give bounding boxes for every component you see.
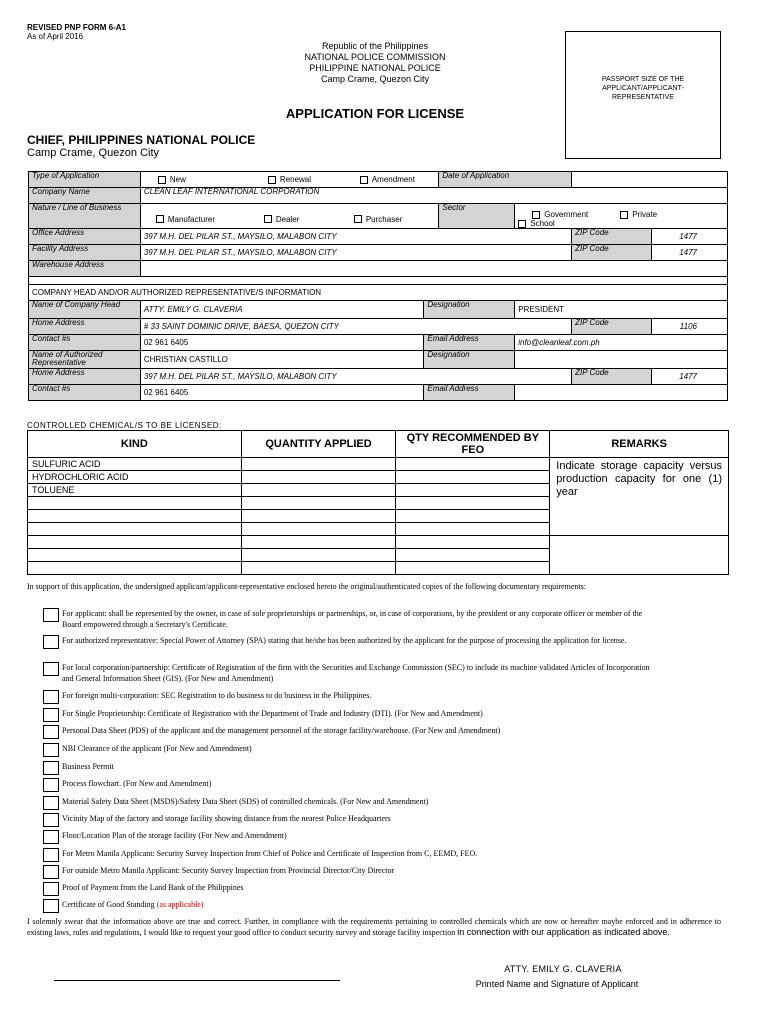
quantity-cell[interactable]: [241, 523, 396, 536]
designation-label: Designation: [424, 351, 515, 369]
head-home-field[interactable]: # 33 SAINT DOMINIC DRIVE, BAESA, QUEZON CITY: [140, 319, 571, 335]
quantity-cell[interactable]: [241, 562, 396, 575]
checkbox[interactable]: [43, 608, 59, 622]
quantity-cell[interactable]: [241, 497, 396, 510]
checkbox[interactable]: [354, 215, 362, 223]
form-code-block: [27, 23, 126, 41]
remarks-cell: Indicate storage capacity versus production capacity for one (1) year: [550, 458, 729, 536]
checkbox[interactable]: [158, 176, 166, 184]
checkbox[interactable]: [43, 761, 59, 775]
checkbox[interactable]: [532, 211, 540, 219]
requirement-text: Floor/Location Plan of the storage facility (For New and Amendment): [62, 831, 287, 840]
requirement-text: For applicant: shall be represented by the owner, in case of sole proprietorships or partnerships, or, in case of corporations, by the president or any corporate officer or member of the Board empowered through a Secretary's Certificate.: [62, 609, 643, 629]
agency-line: Republic of the Philippines: [321, 41, 429, 51]
col-remarks: REMARKS: [550, 431, 729, 458]
manufacturer-label: Manufacturer: [167, 214, 215, 224]
nature-label: Nature / Line of Business: [29, 204, 141, 229]
head-field[interactable]: ATTY. EMILY G. CLAVERIA: [140, 301, 424, 319]
sector-label: Sector: [439, 204, 515, 229]
requirement-text: For Single Proprietorship: Certificate of Registration with the Department of Trade and Industry (DTI). (For New and Amendment): [62, 709, 483, 718]
rep-contact-field[interactable]: 02 961 6405: [140, 385, 424, 401]
checkbox[interactable]: [268, 176, 276, 184]
rep-email-field[interactable]: [515, 385, 728, 401]
head-contact-field[interactable]: 02 961 6405: [140, 335, 424, 351]
oath-text-end: in connection with our application as indicated above.: [457, 927, 670, 937]
requirement-text: For Metro Manila Applicant: Security Survey Inspection from Chief of Police and Certificate of Inspection from C, EEMD, FEO.: [62, 849, 478, 858]
office-zip-field[interactable]: 1477: [651, 229, 727, 245]
oath-statement: [27, 916, 721, 938]
checkbox[interactable]: [43, 690, 59, 704]
checkbox[interactable]: [156, 215, 164, 223]
zip-label: ZIP Code: [572, 319, 652, 335]
head-label: Name of Company Head: [29, 301, 141, 319]
chemicals-table: [27, 430, 729, 575]
checkbox[interactable]: [43, 830, 59, 844]
requirements-intro: In support of this application, the undersigned applicant/applicant-representative enclosed hereto the original/authenticated copies of the following documentary requirements:: [27, 582, 586, 591]
quantity-cell[interactable]: [241, 536, 396, 549]
quantity-cell[interactable]: [241, 549, 396, 562]
chemical-kind[interactable]: HYDROCHLORIC ACID: [28, 471, 242, 484]
chemical-kind[interactable]: [28, 497, 242, 510]
checkbox[interactable]: [43, 708, 59, 722]
email-label: Email Address: [424, 385, 515, 401]
rep-designation-field[interactable]: [515, 351, 728, 369]
dealer-option[interactable]: [264, 215, 354, 224]
spacer-row: [29, 277, 728, 285]
oath-text: I solemnly swear that the information above are true and correct. Further, in compliance with the requirements pertaining to controlled chemicals which are now or hereafter maybe enforced and in adherence to existing laws, rules and regulations, I would like to request your good office to conduct security survey and storage facility inspection: [27, 917, 721, 937]
checkbox[interactable]: [620, 211, 628, 219]
checkbox[interactable]: [43, 813, 59, 827]
zip-label: ZIP Code: [572, 245, 652, 261]
checkbox[interactable]: [360, 176, 368, 184]
warehouse-field[interactable]: [140, 261, 727, 277]
company-label: Company Name: [29, 188, 141, 204]
head-designation-field[interactable]: PRESIDENT: [515, 301, 728, 319]
photo-text: PASSPORT SIZE OF THE APPLICANT/APPLICANT-REPRESENTATIVE: [601, 76, 685, 101]
checkbox[interactable]: [43, 848, 59, 862]
signer-name: ATTY. EMILY G. CLAVERIA: [504, 964, 622, 974]
rep-home-field[interactable]: 397 M.H. DEL PILAR ST., MAYSILO, MALABON CITY: [140, 369, 571, 385]
type-new-label: New: [169, 175, 186, 184]
section-heading: COMPANY HEAD AND/OR AUTHORIZED REPRESENTATIVE/S INFORMATION: [29, 285, 728, 301]
rep-label: Name of Authorized Representative: [29, 351, 141, 369]
type-amendment-label: Amendment: [371, 175, 415, 184]
contact-label: Contact #s: [29, 385, 141, 401]
facility-field[interactable]: 397 M.H. DEL PILAR ST., MAYSILO, MALABON CITY: [140, 245, 571, 261]
form-date: As of April 2016: [27, 32, 84, 41]
dealer-label: Dealer: [275, 214, 300, 224]
checkbox[interactable]: [43, 635, 59, 649]
school-option[interactable]: [518, 219, 554, 228]
facility-label: Facility Address: [29, 245, 141, 261]
requirement-text: Certificate of Good Standing: [62, 900, 155, 909]
contact-label: Contact #s: [29, 335, 141, 351]
requirement-text: NBI Clearance of the applicant (For New and Amendment): [62, 744, 252, 753]
date-label: Date of Application: [439, 172, 572, 188]
checkbox[interactable]: [43, 725, 59, 739]
recommended-cell[interactable]: [396, 458, 550, 471]
recommended-cell[interactable]: [396, 471, 550, 484]
chemical-kind[interactable]: [28, 549, 242, 562]
requirement-text: For foreign multi-corporation: SEC Registration to do business to do business in the Philippines.: [62, 691, 372, 700]
checkbox[interactable]: [43, 796, 59, 810]
requirement-text: Proof of Payment from the Land Bank of the Philippines: [62, 883, 244, 892]
type-renewal-label: Renewal: [279, 175, 311, 184]
chemical-kind[interactable]: [28, 510, 242, 523]
checkbox[interactable]: [43, 743, 59, 757]
chemical-kind[interactable]: [28, 536, 242, 549]
zip-label: ZIP Code: [572, 229, 652, 245]
chemicals-heading: CONTROLLED CHEMICAL/S TO BE LICENSED:: [27, 421, 222, 430]
col-recommended: QTY RECOMMENDED BY FEO: [396, 431, 550, 458]
private-option[interactable]: [620, 210, 706, 219]
private-label: Private: [632, 210, 658, 219]
photo-box: [565, 31, 721, 159]
home-label: Home Address: [29, 319, 141, 335]
email-label: Email Address: [424, 335, 515, 351]
signature-label: Printed Name and Signature of Applicant: [475, 979, 639, 989]
chemical-kind[interactable]: [28, 523, 242, 536]
chemical-kind[interactable]: SULFURIC ACID: [28, 458, 242, 471]
recommended-cell[interactable]: [396, 510, 550, 523]
warehouse-label: Warehouse Address: [29, 261, 141, 277]
checkbox[interactable]: [43, 899, 59, 913]
signature-line[interactable]: [54, 980, 340, 981]
requirement-text: For authorized representative: Special Power of Attorney (SPA) stating that he/she has been authorized by the applicant for the purpose of processing the application for license.: [62, 636, 627, 645]
form-code: REVISED PNP FORM 6-A1: [27, 23, 126, 32]
designation-label: Designation: [424, 301, 515, 319]
head-zip-field[interactable]: 1106: [651, 319, 727, 335]
requirement-text: For local corporation/partnership: Certificate of Registration of the firm with the Securities and Exchange Commission (SEC) to include its machine validated Articles of Incorporation and General Information Sheet (GIS). (For New and Amendment): [62, 663, 650, 683]
requirement-text: For outside Metro Manila Applicant: Security Survey Inspection from Provincial Director/City Director: [62, 866, 395, 875]
type-amendment-option[interactable]: [360, 175, 415, 184]
facility-zip-field[interactable]: 1477: [651, 245, 727, 261]
requirement-text: Vicinity Map of the factory and storage facility showing distance from the nearest Police Headquarters: [62, 814, 391, 823]
checkbox[interactable]: [43, 662, 59, 676]
type-renewal-option[interactable]: [268, 175, 360, 184]
checkbox[interactable]: [43, 778, 59, 792]
chemical-kind[interactable]: [28, 562, 242, 575]
requirement-text: Process flowchart. (For New and Amendment): [62, 779, 212, 788]
recommended-cell[interactable]: [396, 536, 550, 549]
quantity-cell[interactable]: [241, 471, 396, 484]
page-title: APPLICATION FOR LICENSE: [285, 106, 465, 121]
addressee: CHIEF, PHILIPPINES NATIONAL POLICE: [27, 133, 256, 147]
purchaser-label: Purchaser: [365, 214, 403, 224]
quantity-cell[interactable]: [241, 458, 396, 471]
agency-line: PHILIPPINE NATIONAL POLICE: [309, 63, 441, 73]
col-kind: KIND: [28, 431, 242, 458]
head-email-field[interactable]: info@cleanleaf.com.ph: [515, 335, 728, 351]
type-label: Type of Application: [29, 172, 141, 188]
recommended-cell[interactable]: [396, 562, 550, 575]
checkbox[interactable]: [264, 215, 272, 223]
government-label: Government: [544, 210, 589, 219]
zip-label: ZIP Code: [572, 369, 652, 385]
home-label: Home Address: [29, 369, 141, 385]
applicable-note: (as applicable): [156, 900, 204, 909]
chemical-kind[interactable]: TOLUENE: [28, 484, 242, 497]
company-field[interactable]: CLEAN LEAF INTERNATIONAL CORPORATION: [140, 188, 727, 204]
office-label: Office Address: [29, 229, 141, 245]
recommended-cell[interactable]: [396, 523, 550, 536]
rep-field[interactable]: CHRISTIAN CASTILLO: [140, 351, 424, 369]
type-new-option[interactable]: [144, 175, 268, 184]
government-option[interactable]: [518, 210, 620, 219]
agency-header: [240, 41, 510, 85]
checkbox[interactable]: [43, 865, 59, 879]
requirement-text: Material Safety Data Sheet (MSDS)/Safety Data Sheet (SDS) of controlled chemicals. (For New and Amendment): [62, 797, 429, 806]
remarks-cell-empty: [550, 536, 729, 575]
checkbox[interactable]: [518, 220, 526, 228]
quantity-cell[interactable]: [241, 484, 396, 497]
agency-line: Camp Crame, Quezon City: [320, 74, 430, 84]
checkbox[interactable]: [43, 882, 59, 896]
recommended-cell[interactable]: [396, 549, 550, 562]
date-field[interactable]: [572, 172, 728, 188]
rep-zip-field[interactable]: 1477: [651, 369, 727, 385]
recommended-cell[interactable]: [396, 497, 550, 510]
manufacturer-option[interactable]: [144, 215, 264, 224]
office-field[interactable]: 397 M.H. DEL PILAR ST., MAYSILO, MALABON CITY: [140, 229, 571, 245]
requirement-text: Business Permit: [62, 762, 114, 771]
addressee-location: Camp Crame, Quezon City: [27, 147, 160, 159]
quantity-cell[interactable]: [241, 510, 396, 523]
recommended-cell[interactable]: [396, 484, 550, 497]
application-info-table: [28, 171, 728, 401]
school-label: School: [530, 219, 555, 228]
requirement-text: Personal Data Sheet (PDS) of the applicant and the management personnel of the storage facility/warehouse. (For New and Amendment): [62, 726, 501, 735]
purchaser-option[interactable]: [354, 215, 402, 224]
agency-line: NATIONAL POLICE COMMISSION: [304, 52, 446, 62]
col-quantity: QUANTITY APPLIED: [241, 431, 396, 458]
